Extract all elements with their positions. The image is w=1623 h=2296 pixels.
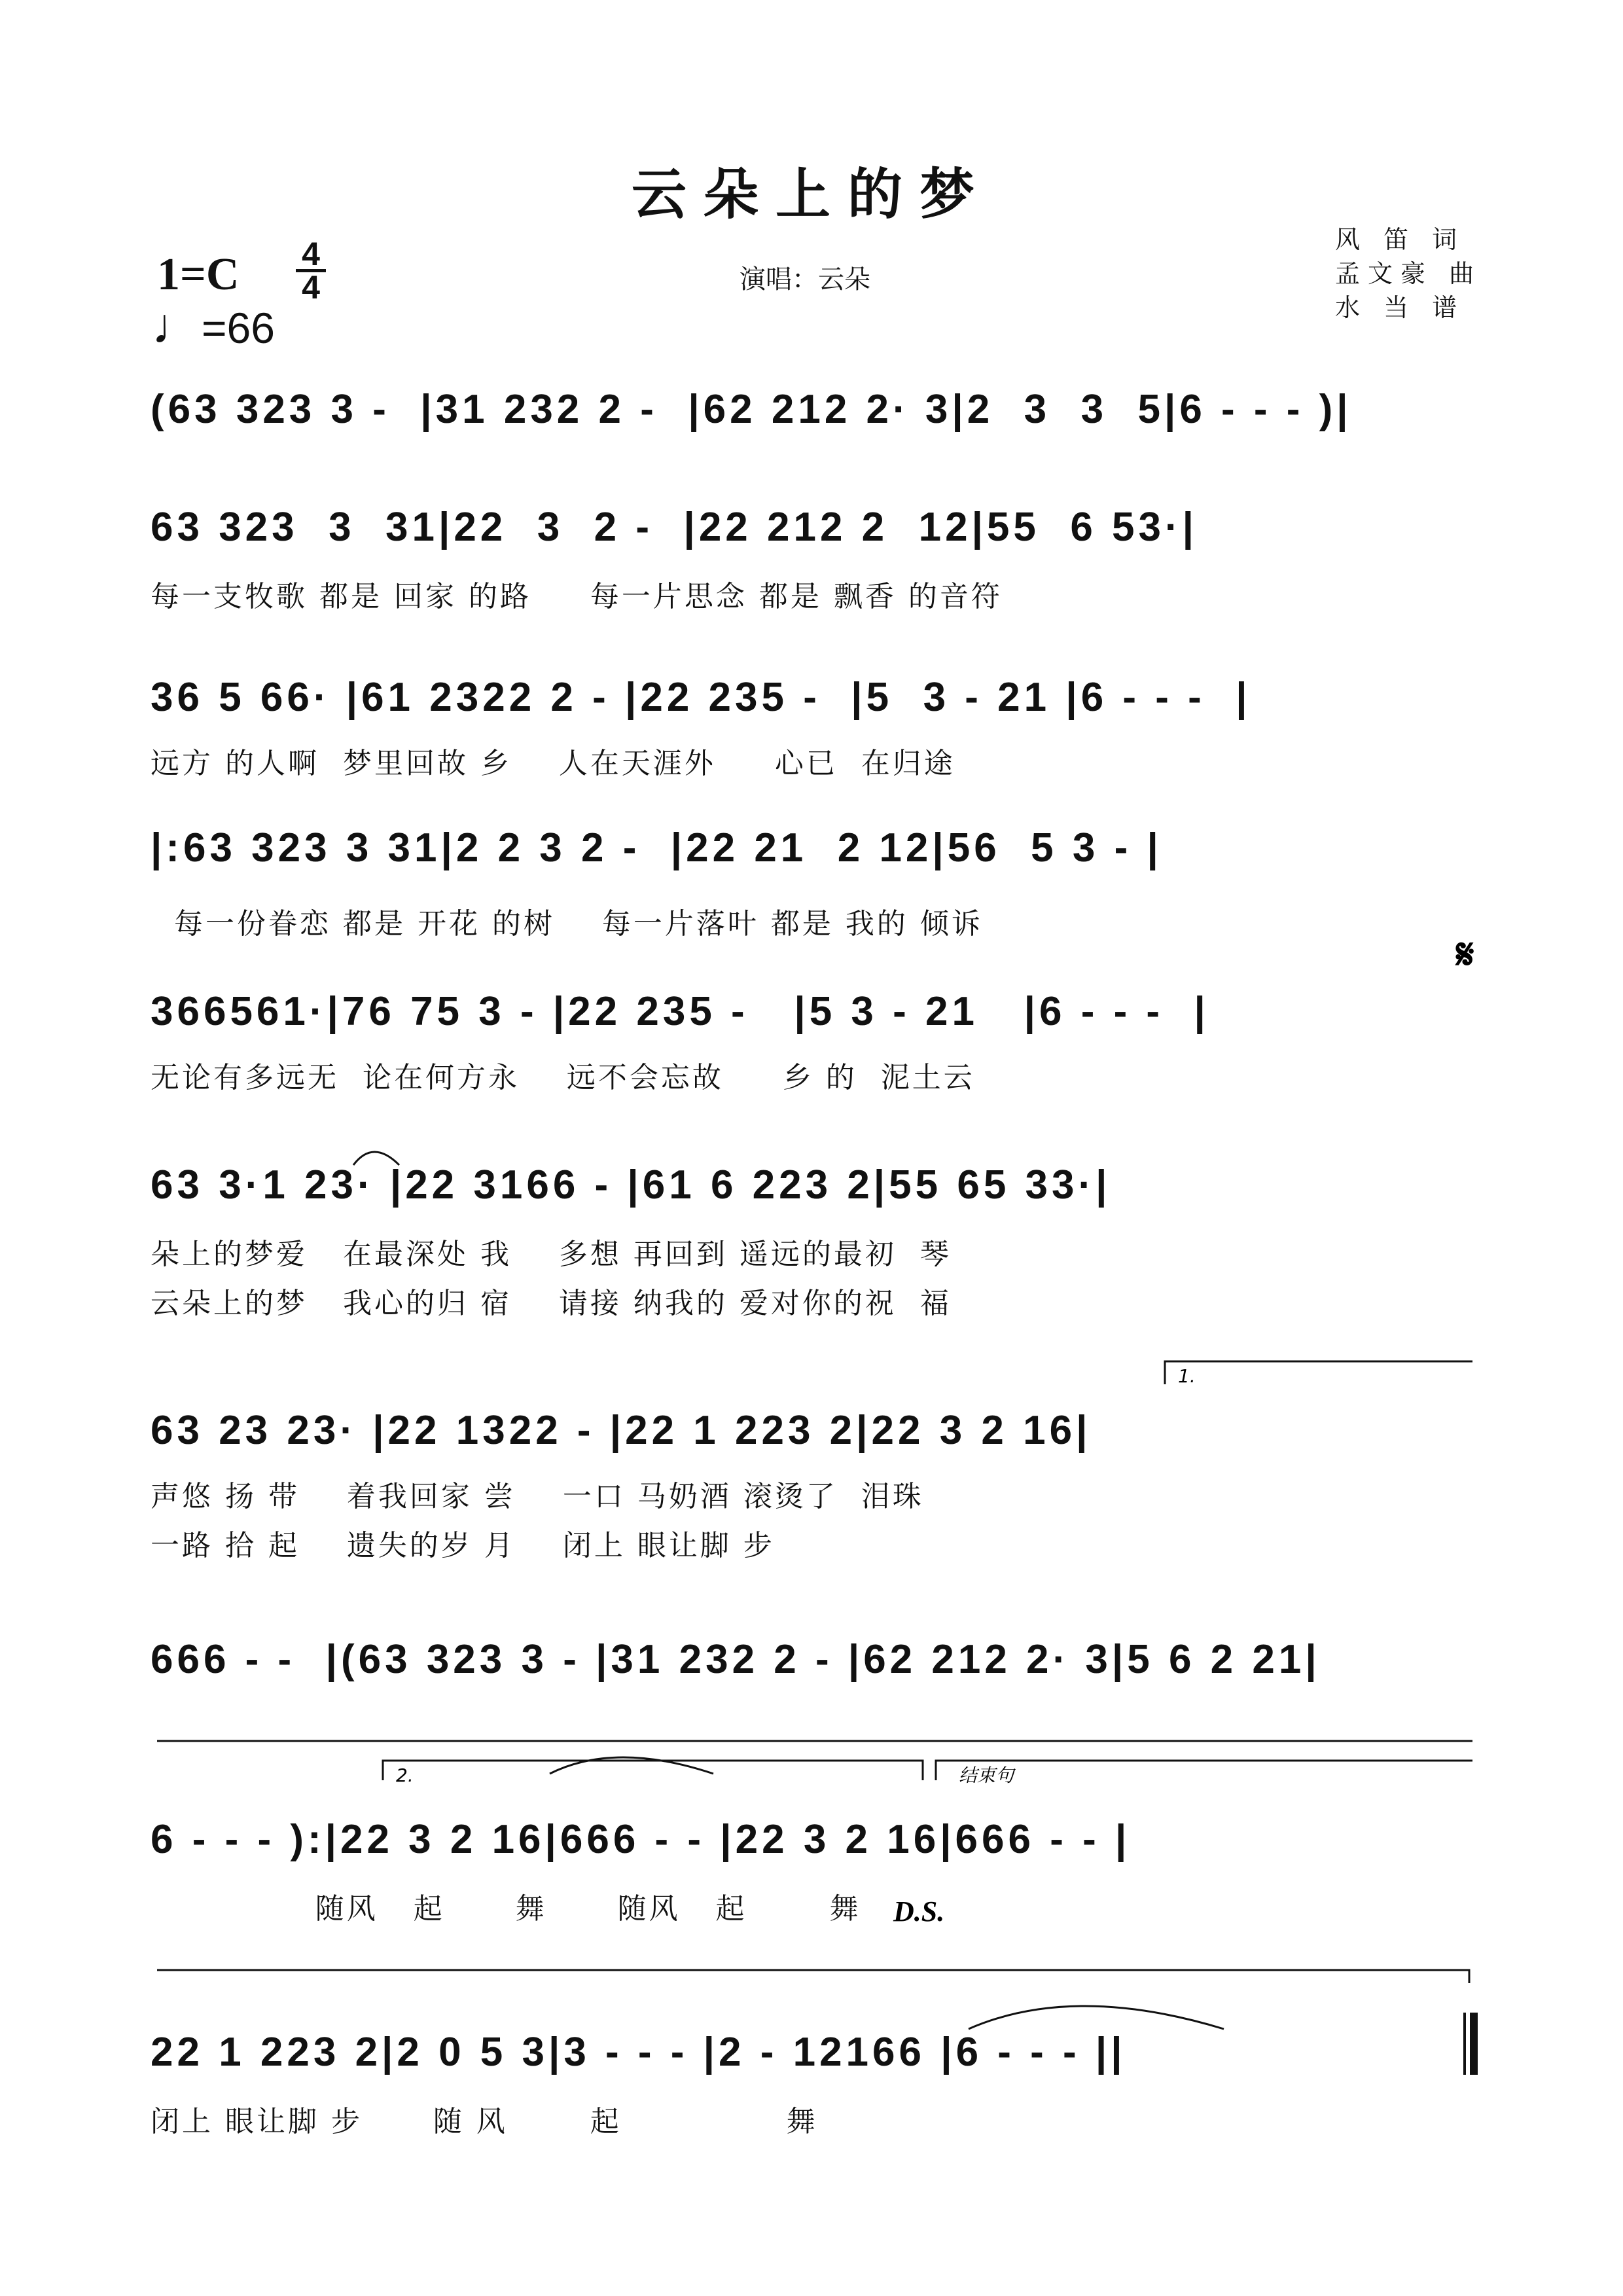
lyrics-row: 朵上的梦爱 在最深处 我 多想 再回到 遥远的最初 琴 (151, 1238, 952, 1271)
key-signature: 1=C (157, 249, 240, 300)
volta-1-bracket (1165, 1361, 1472, 1384)
slur (969, 2006, 1224, 2029)
notation-row: 666 - - |(63 323 3 - |31 232 2 - |62 212 2· 3|5 6 2 21| (151, 1637, 1321, 1682)
lyrics-row: 远方 的人啊 梦里回故 乡 人在天涯外 心已 在归途 (151, 747, 955, 780)
segno-icon: 𝄋 (1456, 930, 1474, 979)
volta-2-label: 2. (396, 1765, 414, 1786)
lyrics-row: 随风 起 舞 随风 起 舞 (151, 1892, 861, 1926)
lyrics-row-2: 云朵上的梦 我心的归 宿 请接 纳我的 爱对你的祝 福 (151, 1287, 952, 1320)
notation-row: 36 5 66· |61 2322 2 - |22 235 - |5 3 - 21 |6 - - - | (151, 675, 1251, 720)
lyrics-row: 闭上 眼让脚 步 随 风 起 舞 (151, 2105, 818, 2138)
volta-1-label: 1. (1178, 1365, 1196, 1387)
notation-row: 63 3·1 23· |22 3166 - |61 6 223 2|55 65 33·| (151, 1162, 1111, 1208)
notation-row: 63 323 3 31|22 3 2 - |22 212 2 12|55 6 53·| (151, 505, 1198, 550)
notation-row: 6 - - - ):|22 3 2 16|666 - - |22 3 2 16|666 - - | (151, 1817, 1131, 1862)
ending-bracket (936, 1761, 1472, 1780)
ending-label: 结束句 (959, 1765, 1014, 1786)
lyrics-row: 每一份眷恋 都是 开花 的树 每一片落叶 都是 我的 倾诉 (151, 907, 983, 941)
notation-row: |:63 323 3 31|2 2 3 2 - |22 21 2 12|56 5 3 - | (151, 825, 1162, 870)
lyrics-row: 声悠 扬 带 着我回家 尝 一口 马奶酒 滚烫了 泪珠 (151, 1480, 924, 1513)
ending-line (157, 1970, 1469, 1983)
tempo-value: =66 (202, 304, 275, 352)
lyrics-row-2: 一路 拾 起 遗失的岁 月 闭上 眼让脚 步 (151, 1529, 775, 1562)
quarter-note-icon: ♩ (152, 298, 202, 354)
volta-2-bracket (383, 1761, 923, 1780)
meter-bottom: 4 (302, 269, 320, 306)
dal-segno-mark: D.S. (893, 1895, 945, 1928)
lyrics-row: 每一支牧歌 都是 回家 的路 每一片思念 都是 飘香 的音符 (151, 580, 1003, 613)
notation-row: 22 1 223 2|2 0 5 3|3 - - - |2 - 12166 |6 - - - || (151, 2030, 1126, 2075)
lyrics-row: 无论有多远无 论在何方永 远不会忘故 乡 的 泥土云 (151, 1061, 975, 1094)
meter-top: 4 (302, 236, 320, 272)
notation-row: 366561·|76 75 3 - |22 235 - |5 3 - 21 |6 - - - | (151, 989, 1209, 1034)
slur (353, 1152, 399, 1165)
singer-credit: 演唱：云朵 (740, 264, 870, 295)
page-title: 云朵上的梦 (631, 162, 991, 226)
lyricist-credit: 风 笛 词 (1335, 225, 1465, 254)
transcriber-credit: 水 当 谱 (1335, 293, 1465, 322)
composer-credit: 孟文豪 曲 (1335, 259, 1482, 288)
notation-row: (63 323 3 - |31 232 2 - |62 212 2· 3|2 3 3 5|6 - - - )| (151, 387, 1352, 432)
notation-row: 63 23 23· |22 1322 - |22 1 223 2|22 3 2 16| (151, 1408, 1092, 1453)
